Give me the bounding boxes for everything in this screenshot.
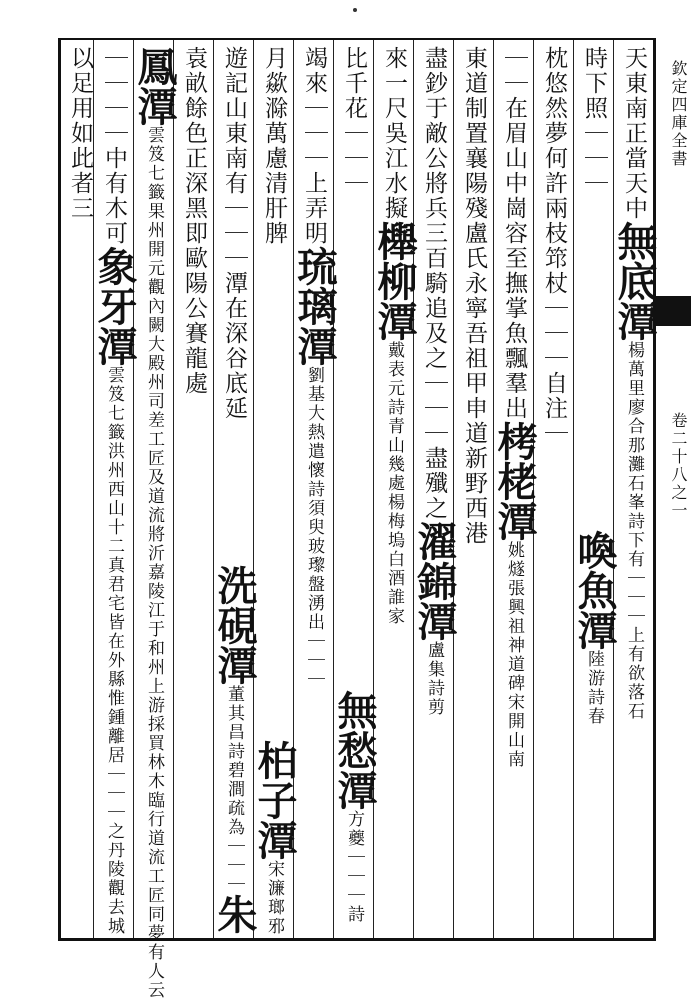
column-text: 以足用如此者三 — [67, 46, 93, 221]
heading-baizi-tan: 柏子潭 — [251, 740, 298, 860]
heading-wuchou-tan: 無愁潭 — [331, 690, 378, 810]
text-column-2b — [571, 530, 618, 930]
column-text: ｜｜｜｜中有木可 — [101, 46, 127, 246]
note-wudi: 楊萬里廖合那灘石峯詩下有｜｜｜上有欲落石 — [624, 341, 644, 721]
text-column-10b — [251, 740, 298, 936]
text-column-11b — [211, 565, 258, 934]
margin-title: 欽定四庫全書 — [669, 60, 688, 168]
text-column-12 — [174, 46, 214, 932]
heading-feng-tan: 鳳潭 — [131, 46, 178, 126]
note-zhuojin: 盧集詩剪 — [424, 641, 444, 717]
column-text: 盡鈔于敵公將兵三百騎追及之｜｜｜盡殲之 — [421, 46, 447, 521]
text-column-4 — [491, 46, 538, 932]
column-text: 天東南正當天中 — [621, 46, 647, 221]
text-column-13 — [131, 46, 178, 1000]
note-xiyan-big: 朱 — [211, 894, 258, 934]
note-xiyan: 董其昌詩碧澗疏為｜｜｜ — [224, 685, 244, 894]
fishtail-mark — [656, 296, 691, 326]
text-column-1 — [611, 46, 658, 932]
column-text: 袁畝餘色正深黑即歐陽公賽龍處 — [181, 46, 207, 396]
note-ju-liu: 戴表元詩青山幾處楊梅塢白酒誰家 — [384, 341, 404, 626]
heading-ju-liu-tan: 櫸柳潭 — [371, 221, 418, 341]
note-feng: 雲笈七籤果州開元觀內闕大殿州司差工匠及道流將沂嘉陵江于和州上游採買林木臨行道流工匠同夢有人云 — [144, 126, 164, 1000]
heading-kaolao-tan: 栲栳潭 — [491, 421, 538, 541]
text-column-7 — [371, 46, 418, 932]
column-text: 月歘滁萬慮清肝脾 — [261, 46, 287, 246]
heading-huanyu-tan: 喚魚潭 — [571, 530, 618, 650]
column-text: 竭來｜｜｜上弄明 — [301, 46, 327, 246]
column-text: 枕悠然夢何許兩枝筇杖｜｜｜自注｜ — [541, 46, 567, 446]
column-text: 遊記山東南有｜｜｜潭在深谷底延 — [221, 46, 247, 421]
note-kaolao: 姚燧張興祖神道碑宋開山南 — [504, 541, 524, 769]
note-baizi: 宋濂瑯邪 — [264, 860, 284, 936]
heading-zhuojin-tan: 濯錦潭 — [411, 521, 458, 641]
text-column-6 — [411, 46, 458, 932]
column-text: 東道制置襄陽殘盧氏永寧吾祖甲申道新野西港 — [461, 46, 487, 546]
note-liuli: 劉基大熱遣懷詩須臾玻瓈盤湧出｜｜｜ — [304, 366, 324, 689]
text-column-9 — [291, 46, 338, 932]
column-text: 比千花｜｜｜ — [341, 46, 367, 196]
text-column-3 — [534, 46, 574, 932]
heading-xiyan-tan: 洗硯潭 — [211, 565, 258, 685]
text-column-14 — [91, 46, 138, 936]
ink-dot — [353, 8, 357, 12]
note-xiangya: 雲笈七籤洪州西山十二真君宅皆在外縣惟鍾離居｜｜｜之丹陵觀去城 — [104, 366, 124, 936]
heading-xiangya-tan: 象牙潭 — [91, 246, 138, 366]
text-column-15 — [60, 46, 100, 932]
text-column-5 — [454, 46, 494, 932]
column-text: 來一尺吳江水擬 — [381, 46, 407, 221]
frame-top-border — [58, 38, 656, 40]
text-column-8b — [331, 690, 378, 930]
column-text: 時下照｜｜｜ — [581, 46, 607, 196]
note-huanyu: 陸游詩春 — [584, 650, 604, 726]
note-wuchou: 方夔｜｜｜詩 — [344, 810, 364, 924]
heading-liuli-tan: 琉璃潭 — [291, 246, 338, 366]
margin-volume-label: 卷二十八之一 — [669, 412, 688, 520]
column-text: ｜｜在眉山中崗容至撫掌魚飄羣出 — [501, 46, 527, 421]
heading-wudi-tan: 無底潭 — [611, 221, 658, 341]
